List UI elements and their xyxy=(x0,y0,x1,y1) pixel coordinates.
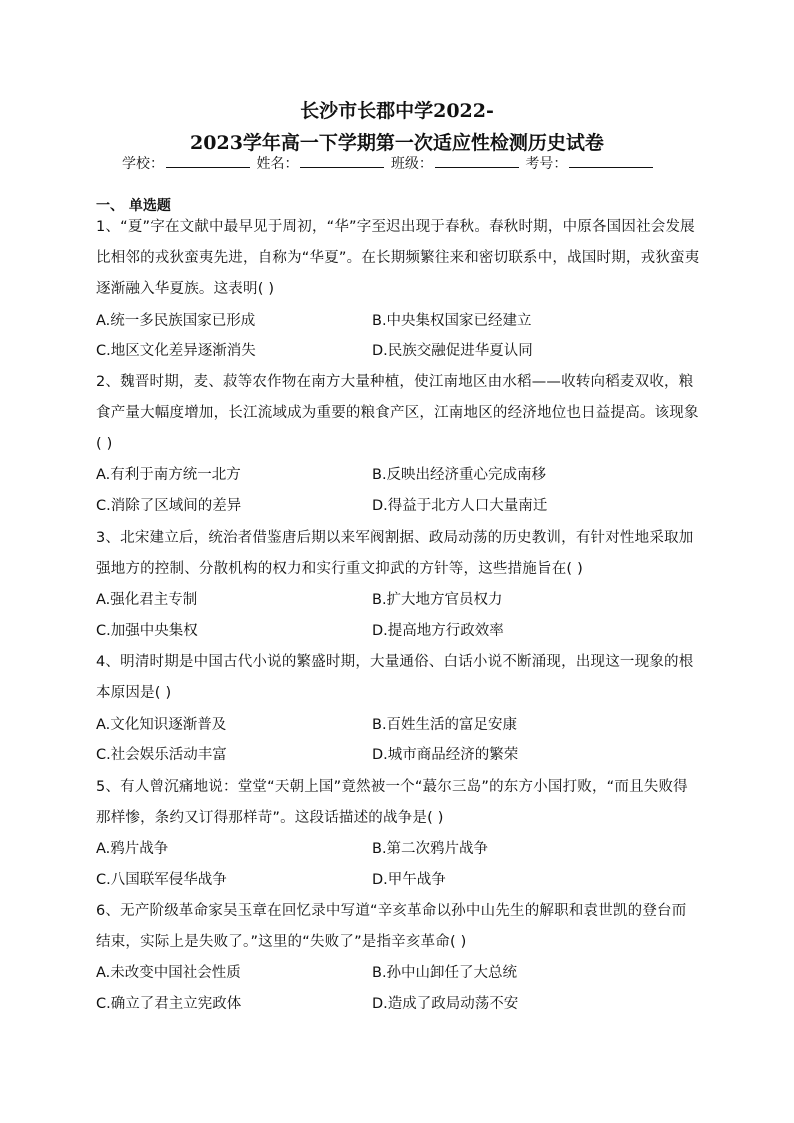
question-2-option-a[interactable]: A.有利于南方统一北方 xyxy=(96,467,241,483)
question-4-stem: 4、明清时期是中国古代小说的繁盛时期，大量通俗、白话小说不断涌现，出现这一现象的根本原因是( ) xyxy=(96,654,694,701)
exam-title-line2: 2023学年高一下学期第一次适应性检测历史试卷 xyxy=(190,132,604,154)
class-blank[interactable] xyxy=(435,155,519,168)
question-6-option-d[interactable]: D.造成了政局动荡不安 xyxy=(372,996,519,1012)
question-6-stem: 6、无产阶级革命家吴玉章在回忆录中写道“辛亥革命以孙中山先生的解职和袁世凯的登台而结束，实际上是失败了。”这里的“失败了”是指辛亥革命( ) xyxy=(96,903,687,950)
question-2-option-b[interactable]: B.反映出经济重心完成南移 xyxy=(372,467,547,483)
class-label: 班级： xyxy=(390,156,433,172)
question-1-stem: 1、“夏”字在文献中最早见于周初，“华”字至迟出现于春秋。春秋时期，中原各国因社会发展比相邻的戎狄蛮夷先进，自称为“华夏”。在长期频繁往来和密切联系中，战国时期，戎狄蛮夷逐渐融入华夏族。这表明( ) xyxy=(96,219,700,297)
exam-number-blank[interactable] xyxy=(569,155,653,168)
question-1-option-b[interactable]: B.中央集权国家已经建立 xyxy=(372,313,532,329)
school-label: 学校： xyxy=(122,156,164,172)
question-6-option-a[interactable]: A.未改变中国社会性质 xyxy=(96,965,241,981)
question-3-stem: 3、北宋建立后，统治者借鉴唐后期以来军阀割据、政局动荡的历史教训，有针对性地采取加强地方的控制、分散机构的权力和实行重文抑武的方针等，这些措施旨在( ) xyxy=(96,530,694,577)
name-label: 姓名： xyxy=(256,156,299,172)
student-info-row xyxy=(122,153,655,173)
question-1-option-d[interactable]: D.民族交融促进华夏认同 xyxy=(372,343,533,359)
section-title: 一、 单选题 xyxy=(96,198,171,214)
question-2-option-d[interactable]: D.得益于北方人口大量南迁 xyxy=(372,498,548,514)
question-6-option-b[interactable]: B.孙中山卸任了大总统 xyxy=(372,965,518,981)
question-3-option-d[interactable]: D.提高地方行政效率 xyxy=(372,623,504,639)
question-5-option-c[interactable]: C.八国联军侵华战争 xyxy=(96,872,227,888)
question-6-option-c[interactable]: C.确立了君主立宪政体 xyxy=(96,996,242,1012)
question-1-option-a[interactable]: A.统一多民族国家已形成 xyxy=(96,313,256,329)
question-2-stem: 2、魏晋时期，麦、菽等农作物在南方大量种植，使江南地区由水稻——收转向稻麦双收，粮食产量大幅度增加，长江流域成为重要的粮食产区，江南地区的经济地位也日益提高。该现象( ) xyxy=(96,374,699,452)
question-3-option-a[interactable]: A.强化君主专制 xyxy=(96,592,198,608)
question-3-option-b[interactable]: B.扩大地方官员权力 xyxy=(372,592,503,608)
school-blank[interactable] xyxy=(166,155,250,168)
question-2-option-c[interactable]: C.消除了区域间的差异 xyxy=(96,498,242,514)
question-3-option-c[interactable]: C.加强中央集权 xyxy=(96,623,198,639)
question-5-option-a[interactable]: A.鸦片战争 xyxy=(96,841,169,857)
question-5-stem: 5、有人曾沉痛地说：堂堂“天朝上国”竟然被一个“蕞尔三岛”的东方小国打败，“而且失败得那样惨，条约又订得那样苛”。这段话描述的战争是( ) xyxy=(96,779,688,826)
exam-title-line1: 长沙市长郡中学2022- xyxy=(300,100,494,122)
question-4-option-c[interactable]: C.社会娱乐活动丰富 xyxy=(96,747,227,763)
name-blank[interactable] xyxy=(300,155,384,168)
question-5-option-d[interactable]: D.甲午战争 xyxy=(372,872,446,888)
question-5-option-b[interactable]: B.第二次鸦片战争 xyxy=(372,841,489,857)
question-4-option-a[interactable]: A.文化知识逐渐普及 xyxy=(96,717,227,733)
question-1-option-c[interactable]: C.地区文化差异逐渐消失 xyxy=(96,343,256,359)
question-4-option-d[interactable]: D.城市商品经济的繁荣 xyxy=(372,747,519,763)
question-4-option-b[interactable]: B.百姓生活的富足安康 xyxy=(372,717,518,733)
exam-number-label: 考号： xyxy=(525,156,568,172)
